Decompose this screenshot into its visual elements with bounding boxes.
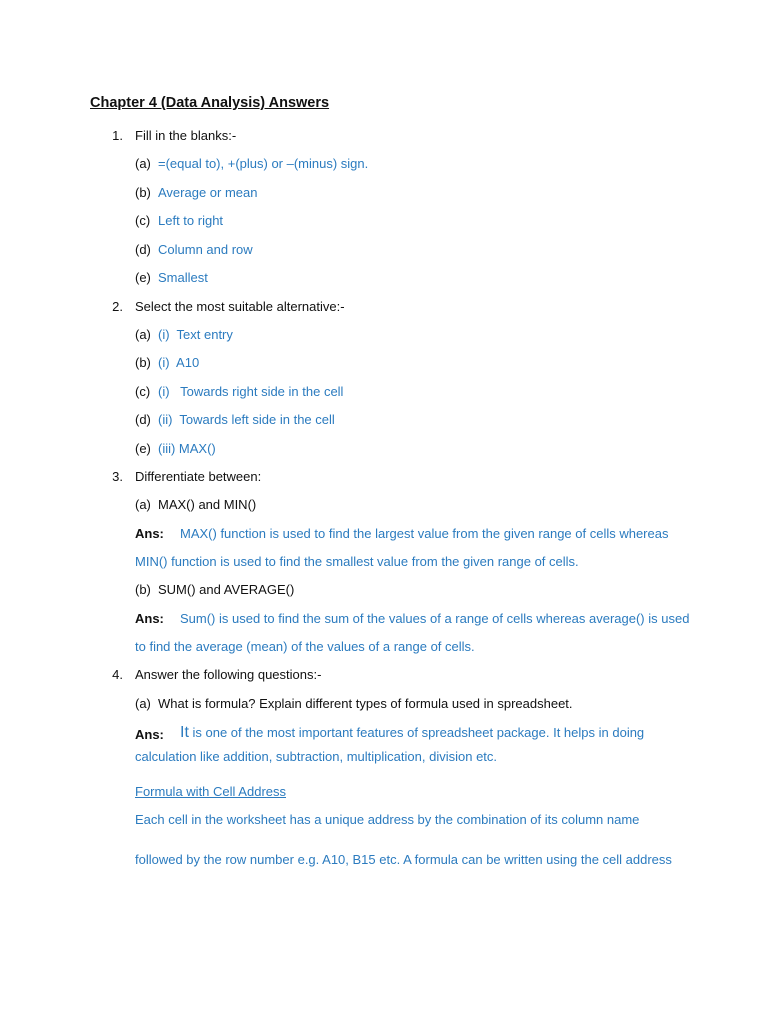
item-label: (a)	[135, 497, 151, 512]
sub-question-text: What is formula? Explain different types of formula used in spreadsheet.	[158, 696, 573, 711]
answer-text: Sum() is used to find the sum of the values of a range of cells whereas average() is used	[180, 611, 690, 626]
answer-text: (i) Text entry	[158, 327, 233, 342]
answer-label: Ans:	[135, 526, 164, 541]
subheading: Formula with Cell Address	[135, 784, 286, 799]
item-label: (e)	[135, 441, 151, 456]
item-label: (c)	[135, 213, 151, 228]
question-number: 1.	[112, 128, 123, 143]
item-label: (a)	[135, 156, 151, 171]
answer-text: Column and row	[158, 242, 253, 257]
question-number: 2.	[112, 299, 123, 314]
paragraph-line: Each cell in the worksheet has a unique address by the combination of its column name	[135, 812, 640, 827]
answer-text: calculation like addition, subtraction, multiplication, division etc.	[135, 749, 498, 764]
sub-question-text: MAX() and MIN()	[158, 497, 257, 512]
answer-text: (ii) Towards left side in the cell	[158, 412, 335, 427]
item-label: (d)	[135, 242, 151, 257]
item-label: (a)	[135, 327, 151, 342]
question-number: 4.	[112, 667, 123, 682]
answer-text-rest: is one of the most important features of spreadsheet package. It helps in doing	[188, 725, 645, 740]
answer-text: (i) A10	[158, 355, 200, 370]
sub-question-text: SUM() and AVERAGE()	[158, 582, 295, 597]
answer-text	[180, 724, 644, 742]
answer-text: Left to right	[158, 213, 224, 228]
question-text: Answer the following questions:-	[135, 667, 322, 682]
question-number: 3.	[112, 469, 123, 484]
item-label: (b)	[135, 355, 151, 370]
answer-text: to find the average (mean) of the values of a range of cells.	[135, 639, 475, 654]
answer-text: (iii) MAX()	[158, 441, 216, 456]
answer-text: MAX() function is used to find the largest value from the given range of cells whereas	[180, 526, 669, 541]
item-label: (e)	[135, 270, 151, 285]
answer-text: Smallest	[158, 270, 208, 285]
item-label: (d)	[135, 412, 151, 427]
item-label: (a)	[135, 696, 151, 711]
answer-first-word: It	[180, 724, 189, 741]
answer-text: Average or mean	[158, 185, 258, 200]
question-text: Fill in the blanks:-	[135, 128, 237, 143]
item-label: (b)	[135, 185, 151, 200]
paragraph-line: followed by the row number e.g. A10, B15 etc. A formula can be written using the cell address	[135, 852, 672, 867]
answer-label: Ans:	[135, 611, 164, 626]
item-label: (c)	[135, 384, 151, 399]
question-text: Select the most suitable alternative:-	[135, 299, 345, 314]
question-text: Differentiate between:	[135, 469, 262, 484]
answer-label: Ans:	[135, 727, 164, 742]
item-label: (b)	[135, 582, 151, 597]
answer-text: MIN() function is used to find the smallest value from the given range of cells.	[135, 554, 579, 569]
answer-text: (i) Towards right side in the cell	[158, 384, 344, 399]
answer-text: =(equal to), +(plus) or –(minus) sign.	[158, 156, 369, 171]
page-title: Chapter 4 (Data Analysis) Answers	[90, 95, 330, 111]
